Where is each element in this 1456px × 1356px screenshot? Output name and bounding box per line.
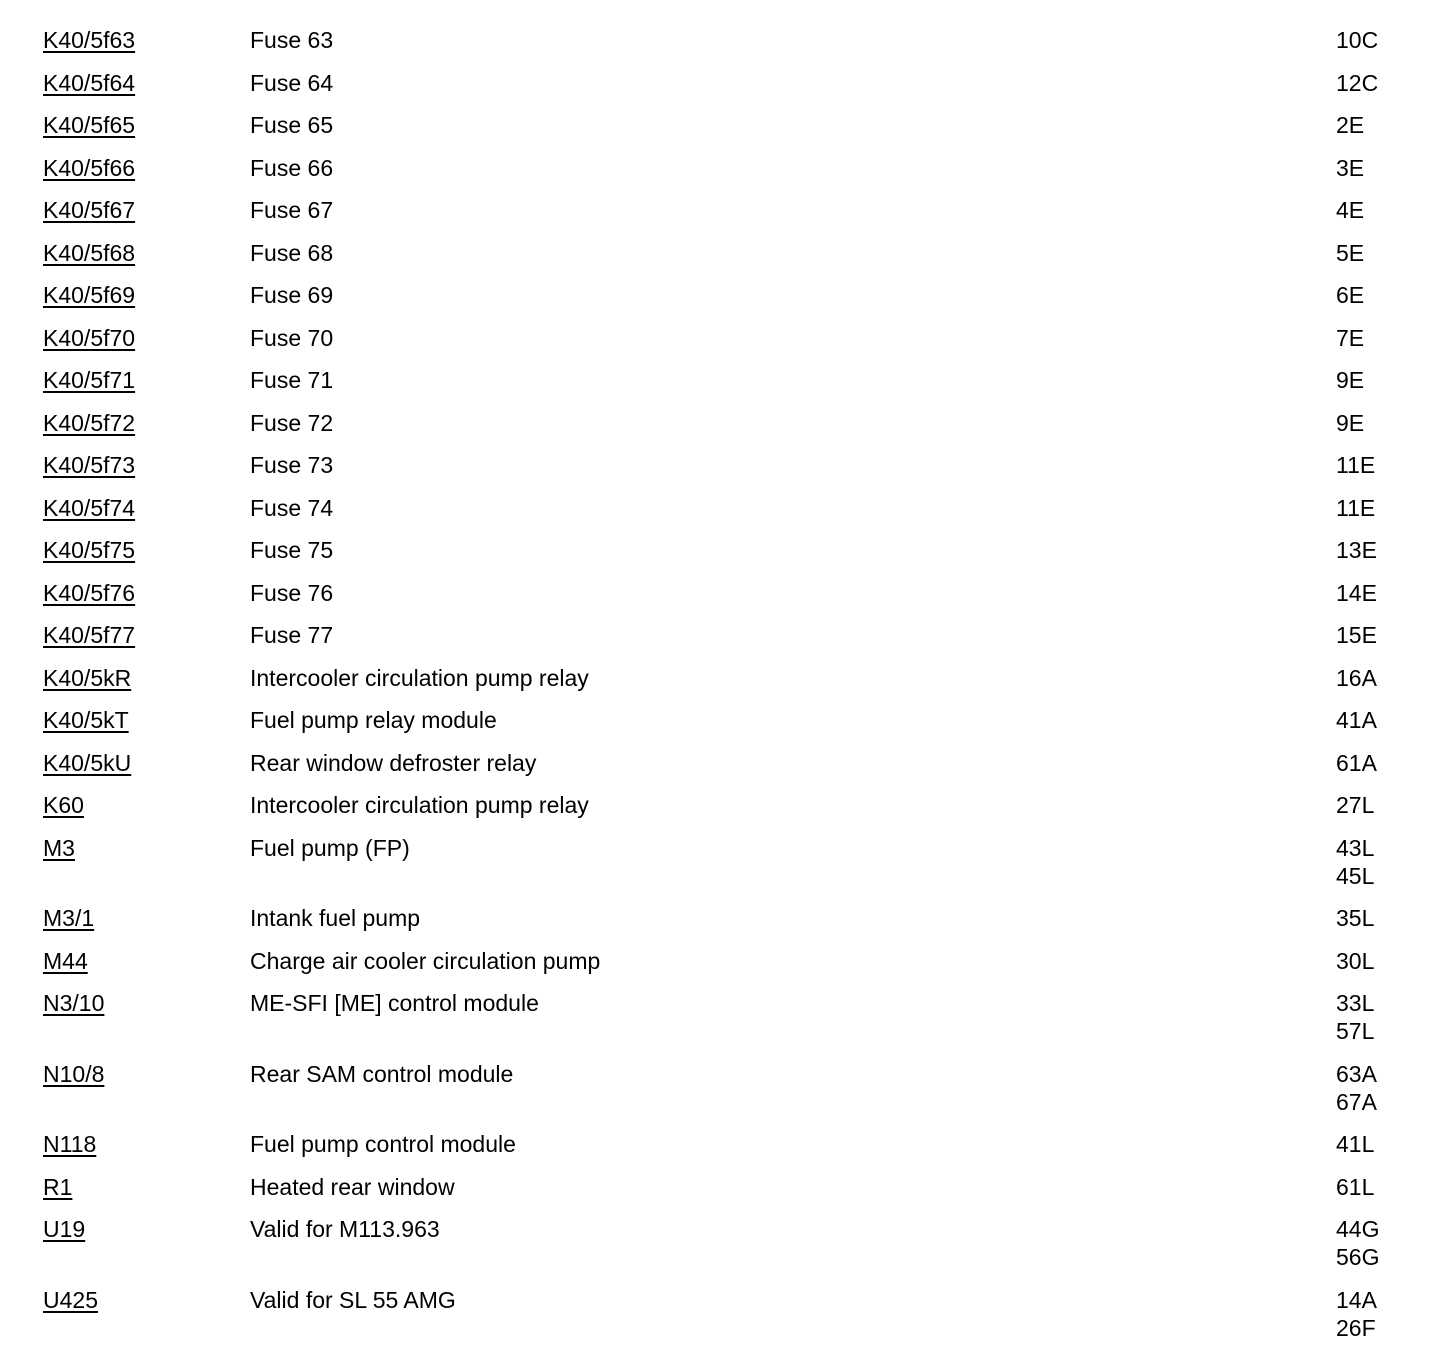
grid-reference: 10C [1336, 26, 1378, 54]
grid-reference-list [1336, 1286, 1377, 1342]
grid-reference: 6E [1336, 281, 1364, 309]
legend-row [0, 281, 1456, 324]
grid-reference-list [1336, 536, 1377, 564]
grid-reference: 27L [1336, 791, 1374, 819]
grid-reference-list [1336, 26, 1378, 54]
component-code-link[interactable]: K40/5f63 [43, 26, 135, 54]
component-description: Intank fuel pump [250, 904, 420, 932]
component-description: Fuse 74 [250, 494, 333, 522]
grid-reference-list [1336, 196, 1364, 224]
component-code-link[interactable]: R1 [43, 1173, 72, 1201]
legend-row [0, 989, 1456, 1060]
grid-reference-list [1336, 409, 1364, 437]
component-description: ME-SFI [ME] control module [250, 989, 539, 1017]
grid-reference: 7E [1336, 324, 1364, 352]
grid-reference: 26F [1336, 1314, 1377, 1342]
grid-reference: 61L [1336, 1173, 1374, 1201]
legend-row [0, 366, 1456, 409]
component-description: Rear window defroster relay [250, 749, 536, 777]
grid-reference: 9E [1336, 366, 1364, 394]
component-code-link[interactable]: M3/1 [43, 904, 94, 932]
component-code-link[interactable]: K40/5f64 [43, 69, 135, 97]
legend-row [0, 26, 1456, 69]
component-description: Fuel pump relay module [250, 706, 497, 734]
component-code-link[interactable]: K40/5f74 [43, 494, 135, 522]
component-description: Fuse 69 [250, 281, 333, 309]
grid-reference: 15E [1336, 621, 1377, 649]
grid-reference: 44G [1336, 1215, 1379, 1243]
legend-row [0, 834, 1456, 905]
component-description: Valid for M113.963 [250, 1215, 440, 1243]
legend-row [0, 536, 1456, 579]
component-description: Fuse 67 [250, 196, 333, 224]
component-description: Fuse 66 [250, 154, 333, 182]
component-description: Fuse 68 [250, 239, 333, 267]
component-code-link[interactable]: K40/5f71 [43, 366, 135, 394]
grid-reference: 2E [1336, 111, 1364, 139]
component-code-link[interactable]: N3/10 [43, 989, 104, 1017]
component-code-link[interactable]: K40/5kT [43, 706, 129, 734]
component-code-link[interactable]: K40/5f67 [43, 196, 135, 224]
grid-reference: 63A [1336, 1060, 1377, 1088]
grid-reference-list [1336, 239, 1364, 267]
grid-reference-list [1336, 494, 1375, 522]
component-code-link[interactable]: K40/5f72 [43, 409, 135, 437]
component-code-link[interactable]: K40/5f75 [43, 536, 135, 564]
grid-reference: 56G [1336, 1243, 1379, 1271]
grid-reference-list [1336, 281, 1364, 309]
component-description: Fuel pump (FP) [250, 834, 410, 862]
grid-reference-list [1336, 989, 1374, 1045]
legend-row [0, 451, 1456, 494]
grid-reference: 16A [1336, 664, 1377, 692]
legend-row [0, 494, 1456, 537]
component-description: Fuse 75 [250, 536, 333, 564]
component-description: Fuse 70 [250, 324, 333, 352]
grid-reference: 35L [1336, 904, 1374, 932]
grid-reference-list [1336, 664, 1377, 692]
legend-row [0, 239, 1456, 282]
component-description: Intercooler circulation pump relay [250, 664, 589, 692]
legend-row [0, 196, 1456, 239]
grid-reference-list [1336, 1173, 1374, 1201]
component-description: Fuse 72 [250, 409, 333, 437]
legend-row [0, 1286, 1456, 1356]
grid-reference: 41L [1336, 1130, 1374, 1158]
grid-reference-list [1336, 904, 1374, 932]
component-description: Fuse 65 [250, 111, 333, 139]
grid-reference: 4E [1336, 196, 1364, 224]
grid-reference: 11E [1336, 451, 1375, 479]
component-code-link[interactable]: K60 [43, 791, 84, 819]
legend-row [0, 1060, 1456, 1131]
grid-reference-list [1336, 1060, 1377, 1116]
component-code-link[interactable]: K40/5f70 [43, 324, 135, 352]
grid-reference-list [1336, 791, 1374, 819]
grid-reference-list [1336, 111, 1364, 139]
grid-reference-list [1336, 749, 1377, 777]
component-code-link[interactable]: K40/5f76 [43, 579, 135, 607]
legend-row [0, 154, 1456, 197]
legend-row [0, 1173, 1456, 1216]
component-description: Fuse 76 [250, 579, 333, 607]
component-description: Valid for SL 55 AMG [250, 1286, 456, 1314]
grid-reference: 45L [1336, 862, 1374, 890]
component-description: Heated rear window [250, 1173, 455, 1201]
legend-row [0, 706, 1456, 749]
component-code-link[interactable]: K40/5f77 [43, 621, 135, 649]
legend-row [0, 69, 1456, 112]
legend-row [0, 324, 1456, 367]
grid-reference: 33L [1336, 989, 1374, 1017]
component-code-link[interactable]: U19 [43, 1215, 85, 1243]
legend-row [0, 621, 1456, 664]
grid-reference-list [1336, 324, 1364, 352]
grid-reference: 3E [1336, 154, 1364, 182]
component-code-link[interactable]: K40/5kR [43, 664, 131, 692]
grid-reference: 43L [1336, 834, 1374, 862]
component-description: Fuel pump control module [250, 1130, 516, 1158]
legend-row [0, 947, 1456, 990]
grid-reference: 61A [1336, 749, 1377, 777]
legend-row [0, 1215, 1456, 1286]
grid-reference-list [1336, 1130, 1374, 1158]
grid-reference: 14A [1336, 1286, 1377, 1314]
legend-row [0, 664, 1456, 707]
grid-reference-list [1336, 947, 1374, 975]
component-code-link[interactable]: M44 [43, 947, 88, 975]
component-code-link[interactable]: N10/8 [43, 1060, 104, 1088]
grid-reference: 11E [1336, 494, 1375, 522]
component-description: Rear SAM control module [250, 1060, 513, 1088]
grid-reference-list [1336, 834, 1374, 890]
grid-reference-list [1336, 154, 1364, 182]
grid-reference: 67A [1336, 1088, 1377, 1116]
grid-reference-list [1336, 366, 1364, 394]
grid-reference: 14E [1336, 579, 1377, 607]
component-description: Fuse 73 [250, 451, 333, 479]
legend-row [0, 749, 1456, 792]
component-description: Fuse 63 [250, 26, 333, 54]
grid-reference: 9E [1336, 409, 1364, 437]
legend-row [0, 579, 1456, 622]
component-description: Fuse 64 [250, 69, 333, 97]
component-code-link[interactable]: U425 [43, 1286, 98, 1314]
component-legend-table [0, 26, 1456, 1356]
component-code-link[interactable]: K40/5f68 [43, 239, 135, 267]
component-code-link[interactable]: K40/5f65 [43, 111, 135, 139]
component-code-link[interactable]: M3 [43, 834, 75, 862]
grid-reference-list [1336, 1215, 1379, 1271]
component-description: Fuse 71 [250, 366, 333, 394]
grid-reference-list [1336, 451, 1375, 479]
component-description: Charge air cooler circulation pump [250, 947, 600, 975]
grid-reference: 41A [1336, 706, 1377, 734]
component-code-link[interactable]: K40/5f66 [43, 154, 135, 182]
component-code-link[interactable]: N118 [43, 1130, 96, 1158]
grid-reference: 12C [1336, 69, 1378, 97]
legend-row [0, 791, 1456, 834]
component-description: Intercooler circulation pump relay [250, 791, 589, 819]
grid-reference-list [1336, 621, 1377, 649]
grid-reference: 30L [1336, 947, 1374, 975]
component-description: Fuse 77 [250, 621, 333, 649]
component-code-link[interactable]: K40/5f73 [43, 451, 135, 479]
legend-row [0, 111, 1456, 154]
component-code-link[interactable]: K40/5f69 [43, 281, 135, 309]
grid-reference: 5E [1336, 239, 1364, 267]
grid-reference: 57L [1336, 1017, 1374, 1045]
grid-reference: 13E [1336, 536, 1377, 564]
legend-row [0, 409, 1456, 452]
component-code-link[interactable]: K40/5kU [43, 749, 131, 777]
legend-row [0, 904, 1456, 947]
legend-row [0, 1130, 1456, 1173]
grid-reference-list [1336, 579, 1377, 607]
grid-reference-list [1336, 69, 1378, 97]
grid-reference-list [1336, 706, 1377, 734]
